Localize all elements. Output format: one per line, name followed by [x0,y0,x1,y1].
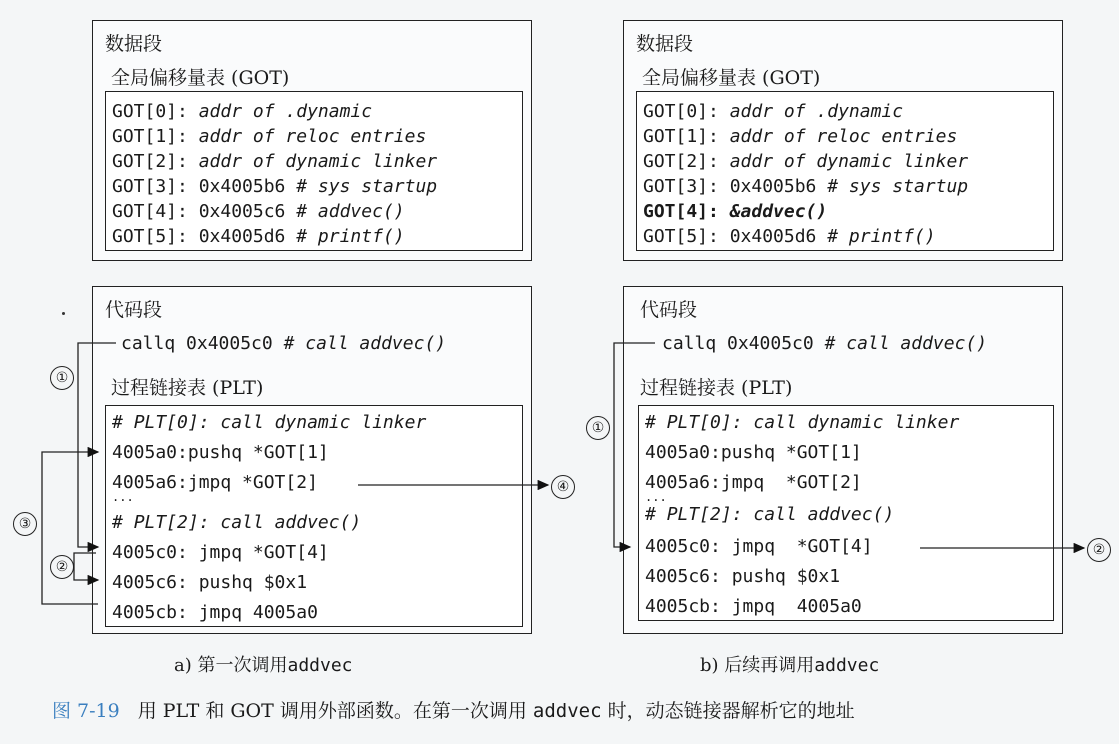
plt-ellipsis: ... [645,490,667,504]
plt-line: 4005a6:jmpq *GOT[2] [112,472,318,493]
step-2-marker: ② [50,555,74,579]
got-entry: GOT[3]: 0x4005b6 # sys startup [643,176,969,197]
plt-line: 4005cb: jmpq 4005a0 [112,602,318,623]
plt-ellipsis: ... [112,490,134,504]
plt-title: 过程链接表 (PLT) [640,377,793,399]
code-segment-title: 代码段 [105,299,163,321]
figure-caption: 图 7-19 用 PLT 和 GOT 调用外部函数。在第一次调用 addvec 时，动态链接器解析它的地址 [52,700,855,722]
got-entry: GOT[0]: addr of .dynamic [643,101,904,122]
arrow-step-1-b [614,343,655,547]
got-entry: GOT[5]: 0x4005d6 # printf() [643,226,936,247]
plt-line: # PLT[2]: call addvec() [645,504,895,525]
step-4-marker: ④ [551,475,575,499]
caption-b: b) 后续再调用addvec [700,655,880,676]
plt-line: 4005c0: jmpq *GOT[4] [112,542,329,563]
got-title: 全局偏移量表 (GOT) [111,67,290,89]
plt-line: 4005a0:pushq *GOT[1] [645,442,862,463]
call-instruction: callq 0x4005c0 # call addvec() [121,333,447,354]
code-segment-title: 代码段 [640,299,698,321]
data-segment-title: 数据段 [636,33,694,55]
step-3-marker: ③ [13,512,37,536]
got-title: 全局偏移量表 (GOT) [642,67,821,89]
plt-line: 4005a0:pushq *GOT[1] [112,442,329,463]
plt-line: 4005cb: jmpq 4005a0 [645,596,862,617]
plt-line: # PLT[0]: call dynamic linker [645,412,960,433]
step-1-marker: ① [50,366,74,390]
got-entry: GOT[4]: 0x4005c6 # addvec() [112,201,405,222]
got-entry: GOT[5]: 0x4005d6 # printf() [112,226,405,247]
plt-line: 4005c6: pushq $0x1 [112,572,308,593]
figure-number: 图 7-19 [52,700,120,722]
plt-line: # PLT[0]: call dynamic linker [112,412,427,433]
plt-line: 4005c6: pushq $0x1 [645,566,841,587]
got-entry: GOT[2]: addr of dynamic linker [643,151,969,172]
caption-a: a) 第一次调用addvec [174,655,353,676]
arrow-step-3 [42,452,98,604]
data-segment-title: 数据段 [105,33,163,55]
got-entry: GOT[3]: 0x4005b6 # sys startup [112,176,438,197]
step-1-marker-b: ① [586,416,610,440]
got-entry: GOT[1]: addr of reloc entries [643,126,958,147]
got-entry: GOT[0]: addr of .dynamic [112,101,373,122]
arrow-step-2 [74,553,98,580]
call-instruction: callq 0x4005c0 # call addvec() [662,333,988,354]
arrow-step-1 [78,343,116,547]
got-entry-resolved: GOT[4]: &addvec() [643,201,828,222]
got-entry: GOT[1]: addr of reloc entries [112,126,427,147]
stray-dot [62,312,65,315]
plt-line: 4005c0: jmpq *GOT[4] [645,536,873,557]
plt-line: # PLT[2]: call addvec() [112,512,362,533]
plt-line: 4005a6:jmpq *GOT[2] [645,472,862,493]
step-2-marker-b: ② [1087,538,1111,562]
got-entry: GOT[2]: addr of dynamic linker [112,151,438,172]
plt-title: 过程链接表 (PLT) [111,377,264,399]
